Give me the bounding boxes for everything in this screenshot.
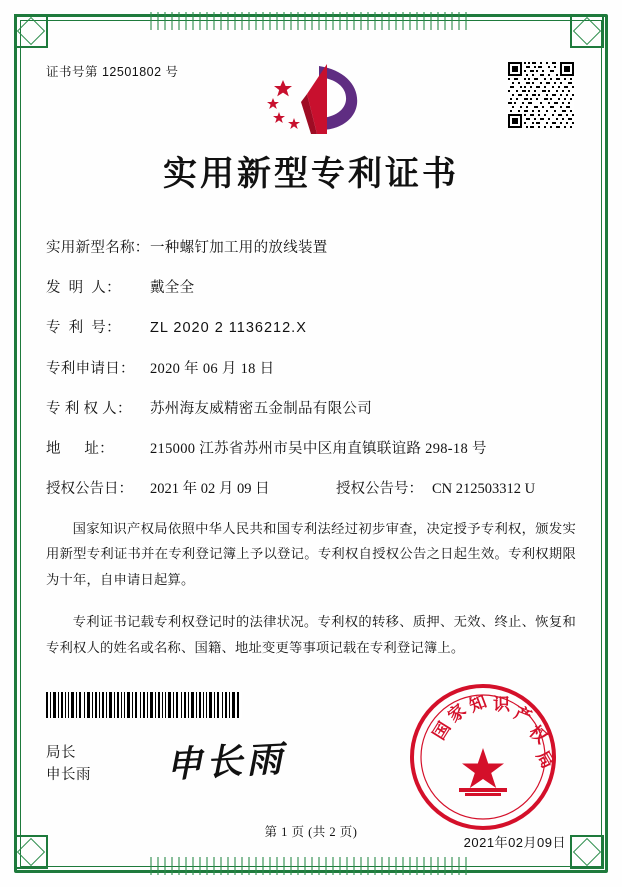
field-application-date [46, 362, 576, 377]
field-label: 专 利 号： [46, 320, 121, 337]
edge-ornament-top [150, 12, 470, 30]
svg-text:家: 家 [444, 700, 471, 727]
svg-text:识: 识 [493, 695, 510, 715]
field-label: 地 址： [46, 441, 114, 458]
handwritten-signature: 申长雨 [165, 737, 288, 787]
svg-text:局: 局 [531, 747, 558, 773]
field-value: 戴全全 [150, 280, 195, 297]
grant-number-value: CN 212503312 U [432, 481, 536, 498]
field-value: 苏州海友威精密五金制品有限公司 [150, 400, 372, 417]
field-value: 2020 年 06 月 18 日 [150, 360, 275, 377]
field-utility-model-name [46, 241, 576, 256]
field-label: 专利申请日： [46, 360, 135, 377]
director-name-label: 申长雨 [46, 767, 91, 784]
edge-ornament-bottom [150, 857, 470, 875]
svg-text:国: 国 [429, 718, 456, 744]
svg-text:产: 产 [511, 703, 535, 729]
field-value: 215000 江苏省苏州市吴中区甪直镇联谊路 298-18 号 [150, 441, 487, 458]
field-inventor [46, 281, 576, 296]
grant-number-label: 授权公告号： [336, 481, 423, 498]
signature-block [46, 737, 366, 787]
page-title: 实用新型专利证书 [163, 154, 459, 194]
field-patent-number [46, 321, 576, 336]
qr-code [508, 62, 574, 128]
field-label: 实用新型名称： [46, 240, 150, 256]
grant-date-label: 授权公告日： [46, 481, 133, 498]
legal-paragraph-1: 国家知识产权局依照中华人民共和国专利法经过初步审查，决定授予专利权，颁发实用新型专利证书并在专利登记簿上予以登记。专利权自授权公告之日起生效。专利权期限为十年，自申请日起算。 [46, 520, 576, 588]
grant-date-value: 2021 年 02 月 09 日 [150, 481, 270, 498]
field-address [46, 442, 576, 457]
seal-date: 2021年02月09日 [463, 835, 566, 850]
field-patentee [46, 402, 576, 417]
director-title-label: 局长 [46, 745, 76, 761]
certificate-number: 证书号第 12501802 号 [46, 65, 179, 79]
field-label: 专 利 权 人： [46, 400, 132, 417]
field-value: ZL 2020 2 1136212.X [150, 320, 307, 337]
svg-text:知: 知 [466, 691, 490, 717]
legal-paragraph-2: 专利证书记载专利权登记时的法律状况。专利权的转移、质押、无效、终止、恢复和专利权人的姓名或名称、国籍、地址变更等事项记载在专利登记簿上。 [46, 614, 576, 656]
official-seal [408, 682, 558, 832]
cnipa-logo-icon [261, 60, 371, 138]
certificate-fields [46, 241, 576, 498]
field-grant-announcement [46, 482, 576, 497]
barcode [46, 692, 242, 718]
page-footer: 第 1 页 (共 2 页) [264, 825, 358, 839]
field-label: 发 明 人： [46, 280, 121, 297]
svg-text:权: 权 [524, 721, 551, 749]
field-value: 一种螺钉加工用的放线装置 [150, 240, 328, 256]
